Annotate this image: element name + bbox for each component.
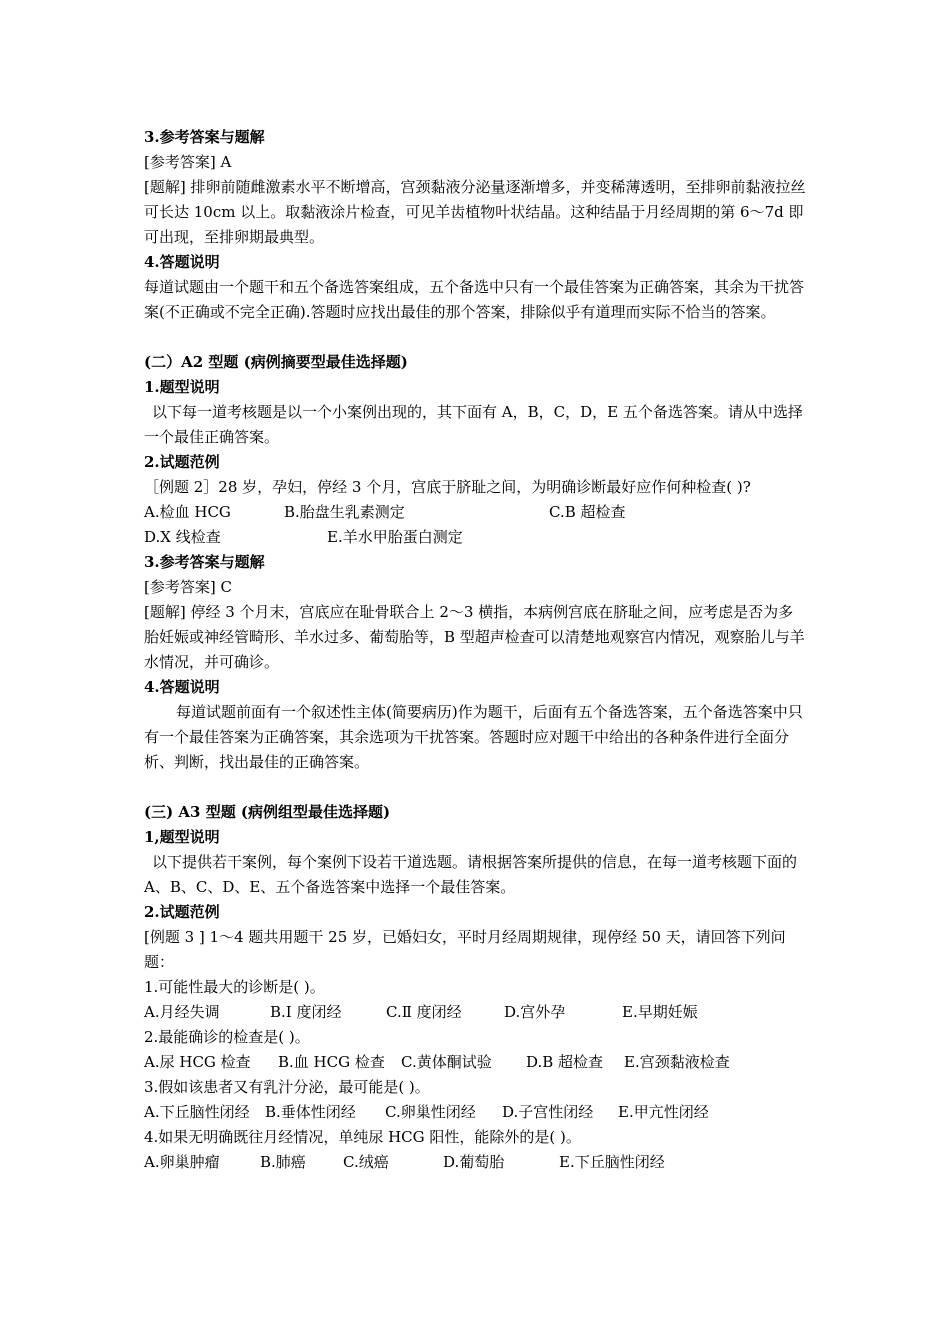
sub-question: 2.最能确诊的检查是( )。	[144, 1028, 310, 1046]
option-b: B.血 HCG 检查	[278, 1053, 385, 1071]
option-e: E.下丘脑性闭经	[559, 1153, 665, 1171]
option-b: B.肺癌	[260, 1153, 306, 1171]
option-c: C.绒癌	[343, 1153, 389, 1171]
section-heading: 3.参考答案与题解	[144, 128, 265, 146]
option-e: E.甲亢性闭经	[618, 1103, 709, 1121]
reference-answer: [参考答案] C	[144, 578, 232, 596]
option-e: E.早期妊娠	[622, 1003, 698, 1021]
option-c: C.卵巢性闭经	[385, 1103, 476, 1121]
section-heading: 4.答题说明	[144, 253, 220, 271]
option-d: D.子宫性闭经	[502, 1103, 594, 1121]
option-b: B.胎盘生乳素测定	[284, 503, 405, 521]
example-question: ［例题 2］28 岁，孕妇，停经 3 个月，宫底于脐耻之间，为明确诊断最好应作何种检查( )?	[144, 478, 751, 496]
section-heading: 1,题型说明	[144, 828, 220, 846]
example-question: [例题 3 ] 1～4 题共用题干 25 岁，已婚妇女，平时月经周期规律，现停经 50 天，请回答下列问题：	[144, 928, 786, 971]
section-heading: 4.答题说明	[144, 678, 220, 696]
option-row	[144, 1050, 808, 1075]
a2-section-title: (二）A2 型题 (病例摘要型最佳选择题)	[144, 353, 408, 371]
option-c: C.Ⅱ 度闭经	[386, 1003, 462, 1021]
section-heading: 2.试题范例	[144, 453, 220, 471]
question-type-description: 以下提供若干案例，每个案例下设若干道选题。请根据答案所提供的信息，在每一道考核题下面的 A、B、C、D、E、五个备选答案中选择一个最佳答案。	[144, 853, 798, 896]
sub-question: 4.如果无明确既往月经情况，单纯尿 HCG 阳性，能除外的是( )。	[144, 1128, 581, 1146]
option-e: E.宫颈黏液检查	[624, 1053, 730, 1071]
section-heading: 3.参考答案与题解	[144, 553, 265, 571]
reference-answer: [参考答案] A	[144, 153, 232, 171]
option-row	[144, 1150, 808, 1175]
spacer	[144, 325, 808, 350]
option-row	[144, 525, 808, 550]
option-a: A.下丘脑性闭经	[144, 1103, 250, 1121]
option-b: B.I 度闭经	[270, 1003, 342, 1021]
option-d: D.X 线检查	[144, 528, 221, 546]
option-e: E.羊水甲胎蛋白测定	[327, 528, 463, 546]
a3-section-title: (三) A3 型题 (病例组型最佳选择题)	[144, 803, 391, 821]
option-c: C.黄体酮试验	[401, 1053, 492, 1071]
answer-instructions: 每道试题前面有一个叙述性主体(简要病历)作为题干，后面有五个备选答案，五个备选答案中只有一个最佳答案为正确答案，其余选项为干扰答案。答题时应对题干中给出的各种条件进行全面分析、判断，找出最佳的正确答案。	[144, 703, 803, 771]
spacer	[144, 775, 808, 800]
answer-instructions: 每道试题由一个题干和五个备选答案组成，五个备选中只有一个最佳答案为正确答案，其余为干扰答案(不正确或不完全正确).答题时应找出最佳的那个答案，排除似乎有道理而实际不恰当的答案。	[144, 278, 805, 321]
option-a: A.卵巢肿瘤	[144, 1153, 220, 1171]
sub-question: 1.可能性最大的诊断是( )。	[144, 978, 325, 996]
option-d: D.B 超检查	[526, 1053, 604, 1071]
section-heading: 1.题型说明	[144, 378, 220, 396]
answer-explanation: [题解] 停经 3 个月末，宫底应在耻骨联合上 2～3 横指，本病例宫底在脐耻之间，应考虑是否为多胎妊娠或神经管畸形、羊水过多、葡萄胎等，B 型超声检查可以清楚地观察宫内情况，观察胎儿与羊水情况，并可确诊。	[144, 603, 805, 671]
option-d: D.宫外孕	[504, 1003, 566, 1021]
section-heading: 2.试题范例	[144, 903, 220, 921]
option-d: D.葡萄胎	[443, 1153, 505, 1171]
option-row	[144, 1000, 808, 1025]
question-type-description: 以下每一道考核题是以一个小案例出现的，其下面有 A，B，C，D，E 五个备选答案。请从中选择一个最佳正确答案。	[144, 403, 803, 446]
option-a: A.尿 HCG 检查	[144, 1053, 251, 1071]
sub-question: 3.假如该患者又有乳汁分泌，最可能是( )。	[144, 1078, 430, 1096]
option-row	[144, 500, 808, 525]
answer-explanation: [题解] 排卵前随雌激素水平不断增高，宫颈黏液分泌量逐渐增多，并变稀薄透明，至排卵前黏液拉丝可长达 10cm 以上。取黏液涂片检查，可见羊齿植物叶状结晶。这种结晶于月经周期的第 6～7d 即可出现，至排卵期最典型。	[144, 178, 806, 246]
option-a: A.月经失调	[144, 1003, 220, 1021]
option-row	[144, 1100, 808, 1125]
document-body	[144, 125, 808, 1175]
option-a: A.检血 HCG	[144, 503, 231, 521]
option-c: C.B 超检查	[549, 503, 626, 521]
option-b: B.垂体性闭经	[265, 1103, 356, 1121]
